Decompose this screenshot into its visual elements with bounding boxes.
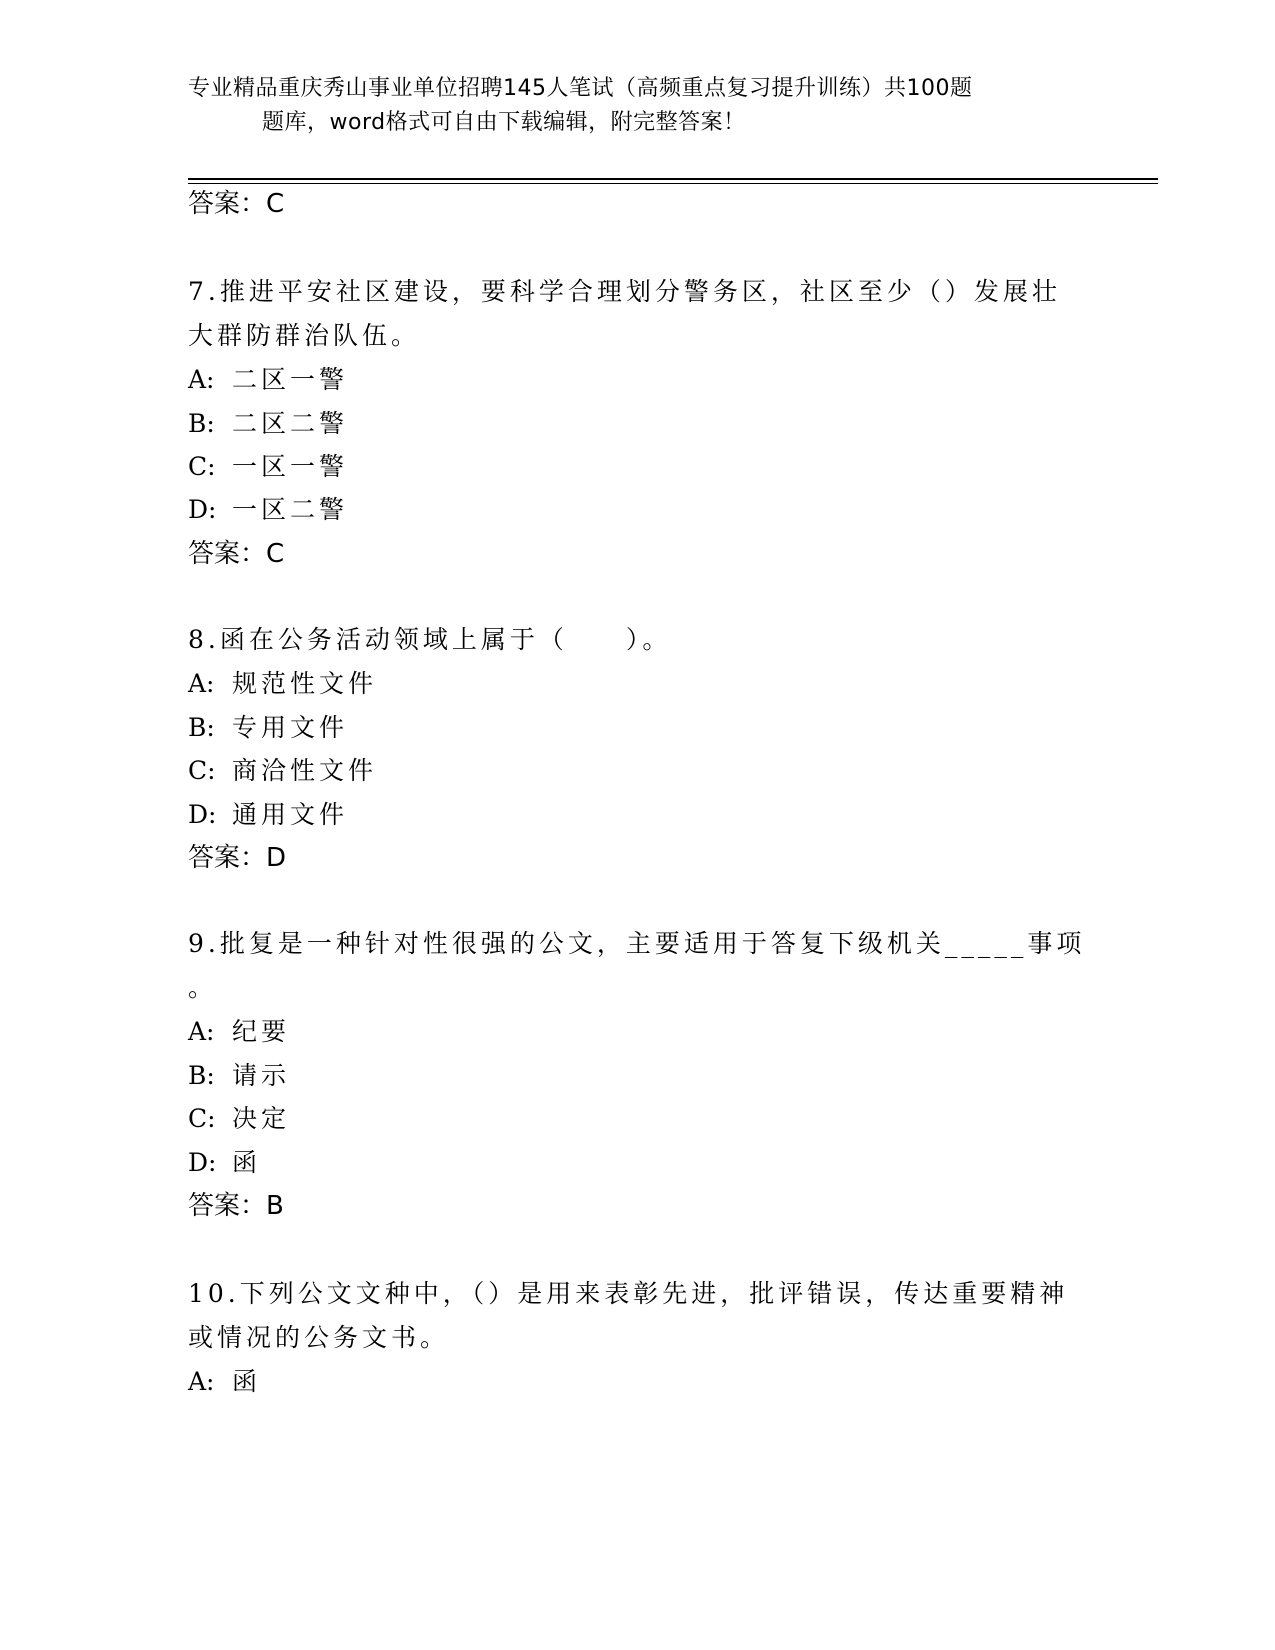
option-text: 函 (232, 1148, 262, 1177)
question-9-answer: 答案：B (188, 1191, 284, 1221)
answer-previous: 答案：C (188, 189, 285, 219)
option-text: 一区二警 (232, 495, 349, 524)
option-text: 通用文件 (232, 800, 349, 829)
header-divider-thick (188, 178, 1158, 180)
question-7-answer: 答案：C (188, 539, 285, 569)
option-key: D: (188, 1148, 217, 1177)
option-key: D: (188, 495, 217, 524)
option-key: B: (188, 1061, 215, 1090)
option-key: A: (188, 1367, 215, 1396)
option-key: A: (188, 1017, 215, 1046)
question-8-option-d (188, 795, 348, 835)
page-header-line1: 专业精品重庆秀山事业单位招聘145人笔试（高频重点复习提升训练）共100题 (188, 76, 973, 101)
question-9-line1: 9.批复是一种针对性很强的公文，主要适用于答复下级机关_____事项 (188, 929, 1086, 958)
question-7-option-c (188, 447, 348, 487)
option-text: 请示 (232, 1061, 291, 1090)
question-9-line2: 。 (188, 973, 218, 1002)
option-text: 二区二警 (232, 409, 349, 438)
option-key: A: (188, 365, 215, 394)
question-7-option-b (188, 404, 348, 444)
option-key: C: (188, 452, 216, 481)
question-7-option-a (188, 360, 348, 400)
question-7-line2: 大群防群治队伍。 (188, 321, 421, 350)
question-8-line1: 8.函在公务活动领域上属于（ ）。 (188, 625, 672, 654)
question-7-option-d (188, 490, 348, 530)
option-text: 纪要 (232, 1017, 291, 1046)
option-text: 函 (232, 1367, 262, 1396)
option-text: 二区一警 (232, 365, 349, 394)
question-9-option-d (188, 1143, 261, 1183)
question-9-option-c (188, 1099, 290, 1139)
option-key: B: (188, 713, 215, 742)
question-8-answer: 答案：D (188, 843, 287, 873)
question-10-option-a (188, 1362, 261, 1402)
question-10-line2: 或情况的公务文书。 (188, 1323, 450, 1352)
header-divider-thin (188, 183, 1158, 184)
option-text: 规范性文件 (232, 669, 378, 698)
page-header-line2: 题库，word格式可自由下载编辑，附完整答案！ (262, 110, 746, 135)
option-key: A: (188, 669, 215, 698)
question-8-option-a (188, 664, 377, 704)
question-9-option-a (188, 1012, 290, 1052)
option-text: 决定 (232, 1104, 291, 1133)
question-7-line1: 7.推进平安社区建设，要科学合理划分警务区，社区至少（）发展壮 (188, 277, 1061, 306)
option-text: 商洽性文件 (232, 756, 378, 785)
question-9-option-b (188, 1056, 290, 1096)
question-8-option-b (188, 708, 348, 748)
option-key: D: (188, 800, 217, 829)
option-key: B: (188, 409, 215, 438)
option-key: C: (188, 1104, 216, 1133)
option-key: C: (188, 756, 216, 785)
question-8-option-c (188, 751, 377, 791)
option-text: 专用文件 (232, 713, 349, 742)
option-text: 一区一警 (232, 452, 349, 481)
question-10-line1: 10.下列公文文种中，（）是用来表彰先进，批评错误，传达重要精神 (188, 1279, 1069, 1308)
